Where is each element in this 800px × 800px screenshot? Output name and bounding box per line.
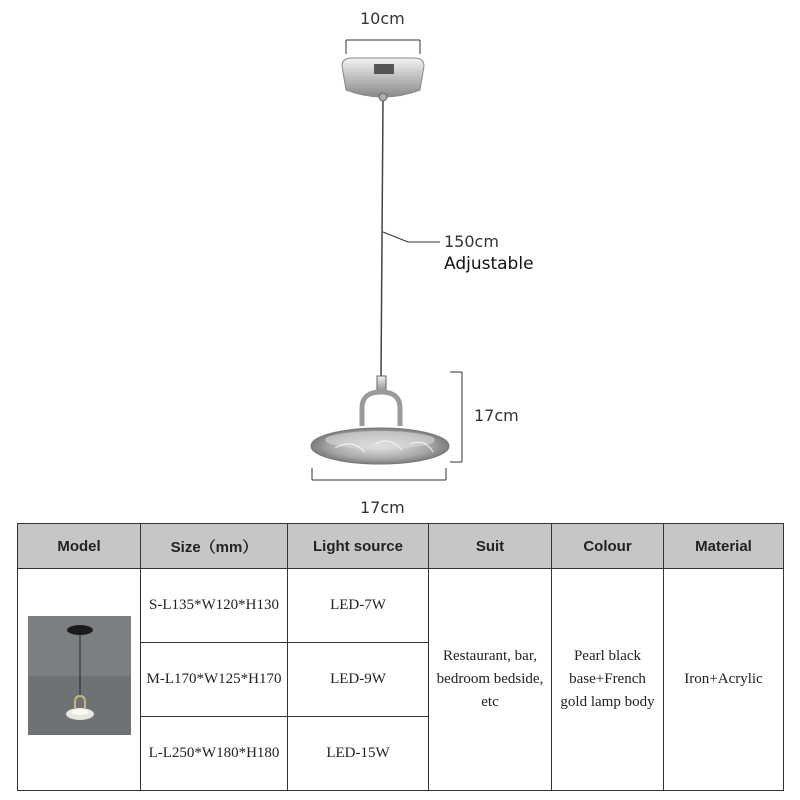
cord-length-label: 150cm	[444, 232, 499, 251]
light-source-cell: LED-9W	[288, 642, 429, 716]
shade-width-label: 17cm	[360, 498, 405, 517]
suit-cell: Restaurant, bar, bedroom bedside, etc	[429, 569, 552, 791]
table-row	[18, 569, 784, 643]
specification-table	[17, 523, 784, 791]
header-light-source: Light source	[288, 524, 429, 569]
canopy-width-dimension	[346, 40, 420, 54]
ceiling-canopy	[342, 58, 424, 101]
canopy-width-label: 10cm	[360, 9, 405, 28]
product-photo	[28, 616, 131, 735]
light-source-cell: LED-15W	[288, 716, 429, 790]
size-cell: M-L170*W125*H170	[141, 642, 288, 716]
lamp-shade	[311, 376, 449, 464]
header-colour: Colour	[552, 524, 664, 569]
header-suit: Suit	[429, 524, 552, 569]
header-size: Size（mm）	[141, 524, 288, 569]
table-header-row	[18, 524, 784, 569]
material-cell: Iron+Acrylic	[664, 569, 784, 791]
colour-cell: Pearl black base+French gold lamp body	[552, 569, 664, 791]
light-source-cell: LED-7W	[288, 569, 429, 643]
shade-height-dimension	[450, 372, 462, 462]
header-material: Material	[664, 524, 784, 569]
suspension-cord	[381, 101, 383, 378]
cord-adjustable-label: Adjustable	[444, 254, 534, 274]
size-cell: L-L250*W180*H180	[141, 716, 288, 790]
model-image-cell	[18, 569, 141, 791]
cord-length-leader	[383, 232, 440, 242]
shade-width-dimension	[312, 468, 446, 480]
header-model: Model	[18, 524, 141, 569]
shade-height-label: 17cm	[474, 406, 519, 425]
size-cell: S-L135*W120*H130	[141, 569, 288, 643]
